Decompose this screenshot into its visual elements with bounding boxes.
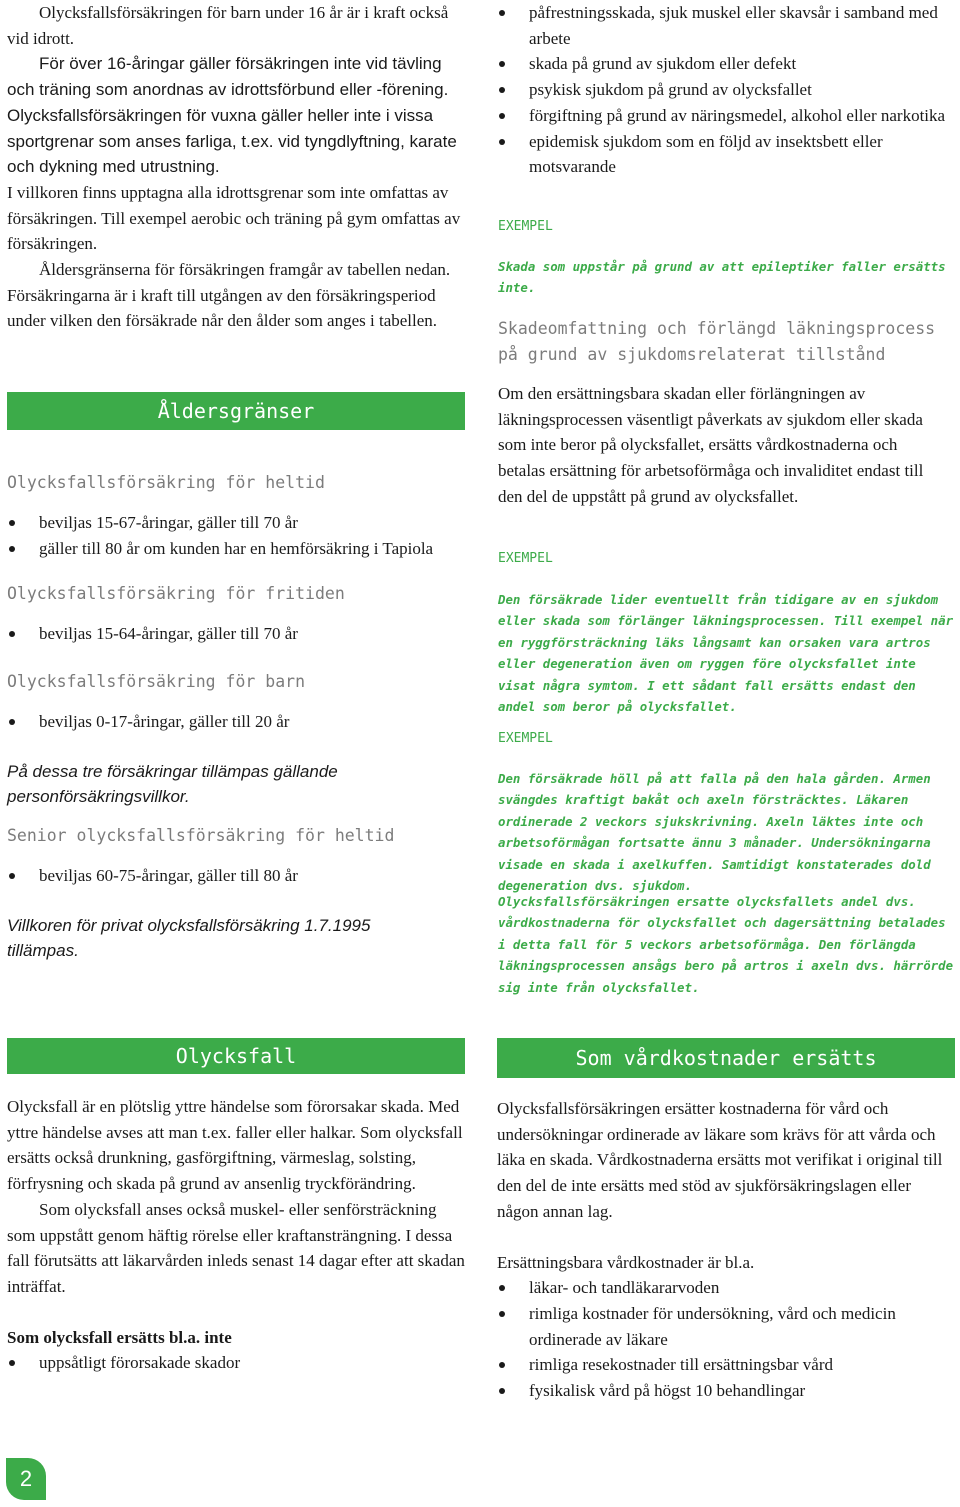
list-item: psykisk sjukdom på grund av olycksfallet	[497, 77, 955, 103]
barn-list	[7, 709, 465, 735]
list-item: gäller till 80 år om kunden har en hemförsäkring i Tapiola	[7, 536, 465, 562]
example-label-2: EXEMPEL	[498, 551, 553, 566]
bullet-icon	[499, 139, 505, 145]
bullet-icon	[9, 631, 15, 637]
barn-heading: Olycksfallsförsäkring för barn	[7, 672, 306, 692]
page-number-badge	[6, 1458, 46, 1500]
bullet-icon	[499, 10, 505, 16]
olycksfall-list	[7, 1350, 465, 1376]
bullet-icon	[9, 546, 15, 552]
note-personforsakring: På dessa tre försäkringar tillämpas gällande personförsäkringsvillkor.	[7, 761, 338, 806]
vardkostnader-list-intro: Ersättningsbara vårdkostnader är bl.a.	[497, 1252, 755, 1272]
list-item: förgiftning på grund av näringsmedel, alkohol eller narkotika	[497, 103, 955, 129]
olycksfall-list-heading: Som olycksfall ersätts bl.a. inte	[7, 1327, 232, 1347]
example-text-1: Skada som uppstår på grund av att epileptiker faller ersätts inte.	[498, 259, 946, 296]
vardkostnader-section	[497, 1096, 955, 1404]
aldersgranser-section	[7, 470, 465, 963]
exclusions-list	[497, 0, 955, 180]
aldersgranser-banner-title: Åldersgränser	[157, 399, 315, 423]
fritiden-heading: Olycksfallsförsäkring för fritiden	[7, 584, 345, 604]
example-text-3b: Olycksfallsförsäkringen ersatte olycksfallets andel dvs. vårdkostnaderna för olycksfallet och dagersättning betalades i detta fall för 5 veckors arbetsoförmåga. Den förlängda läkningsprocessen ansågs bero på artros i axeln dvs. härrörde sig inte från olycksfallet.	[498, 894, 954, 995]
olycksfall-banner-title: Olycksfall	[175, 1044, 297, 1068]
vardkostnader-paragraph: Olycksfallsförsäkringen ersätter kostnaderna för vård och undersökningar ordinerade av läkare som krävs för att vårda och läka en skada. Vårdkostnaderna ersätts mot verifikat i original till den del de inte ersätts med stöd av sjukförsäkringslagen eller någon annan lag.	[497, 1099, 943, 1221]
olycksfall-paragraph-2: Som olycksfall anses också muskel- eller senförsträckning som uppstått genom häftig rörelse eller kraftansträngning. I dessa fall förutsätts att läkarvården inleds senast 14 dagar efter att skadan inträffat.	[7, 1199, 465, 1296]
intro-paragraph-1: Olycksfallsförsäkringen för barn under 16 år är i kraft också vid idrott.	[7, 3, 449, 48]
left-column-intro	[7, 0, 465, 334]
list-item: uppsåtligt förorsakade skador	[7, 1350, 465, 1376]
intro-paragraph-3: I villkoren finns upptagna alla idrottsgrenar som inte omfattas av försäkringen. Till exempel aerobic och träning på gym omfattas av försäkringen.	[7, 182, 461, 254]
bullet-icon	[9, 873, 15, 879]
list-item: beviljas 15-64-åringar, gäller till 70 år	[7, 621, 465, 647]
bullet-icon	[499, 1388, 505, 1394]
list-item: beviljas 0-17-åringar, gäller till 20 år	[7, 709, 465, 735]
example-label-3: EXEMPEL	[498, 731, 553, 746]
heltid-heading: Olycksfallsförsäkring för heltid	[7, 473, 325, 492]
vardkostnader-banner	[497, 1038, 955, 1078]
bullet-icon	[499, 1285, 505, 1291]
list-item: epidemisk sjukdom som en följd av insektsbett eller motsvarande	[497, 129, 955, 180]
intro-paragraph-4: Åldersgränserna för försäkringen framgår av tabellen nedan. Försäkringarna är i kraft till utgången av den försäkringsperiod under vilken den försäkrade når den ålder som anges i tabellen.	[7, 260, 451, 331]
bullet-icon	[9, 719, 15, 725]
list-item: rimliga resekostnader till ersättningsbar vård	[497, 1352, 955, 1378]
list-item: påfrestningsskada, sjuk muskel eller skavsår i samband med arbete	[497, 0, 955, 51]
fritiden-list	[7, 621, 465, 647]
list-item: fysikalisk vård på högst 10 behandlingar	[497, 1378, 955, 1404]
olycksfall-section	[7, 1094, 465, 1376]
senior-list	[7, 863, 465, 889]
aldersgranser-banner	[7, 392, 465, 430]
list-item: skada på grund av sjukdom eller defekt	[497, 51, 955, 77]
list-item: rimliga kostnader för undersökning, vård och medicin ordinerade av läkare	[497, 1301, 955, 1352]
right-column-top	[497, 0, 955, 180]
example-text-3a: Den försäkrade höll på att falla på den hala gården. Armen svängdes kraftigt bakåt och axeln försträcktes. Läkaren ordinerade 2 veckors sjukskrivning. Axeln läktes inte och arbetsoförmågan fortsatte ännu 3 månader. Undersökningarna visade en skada i axelkuffen. Samtidigt konstaterades dold degeneration dvs. sjukdom.	[498, 771, 931, 894]
list-item: beviljas 15-67-åringar, gäller till 70 år	[7, 510, 465, 536]
bullet-icon	[499, 87, 505, 93]
senior-heading: Senior olycksfallsförsäkring för heltid	[7, 825, 395, 845]
note-villkoren: Villkoren för privat olycksfallsförsäkring 1.7.1995 tillämpas.	[7, 915, 371, 960]
vardkostnader-list	[497, 1275, 955, 1404]
list-item: läkar- och tandläkararvoden	[497, 1275, 955, 1301]
heltid-list	[7, 510, 465, 561]
olycksfall-paragraph-1: Olycksfall är en plötslig yttre händelse som förorsakar skada. Med yttre händelse avses att man t.ex. faller eller halkar. Som olycksfall ersätts också drunkning, gasförgiftning, värmeslag, solsting, förfrysning och skada på grund av ansenlig tryckförändring.	[7, 1097, 463, 1194]
bullet-icon	[499, 113, 505, 119]
intro-paragraph-2: För över 16-åringar gäller försäkringen inte vid tävling och träning som anordnas av idrottsförbund eller -förening. Olycksfallsförsäkringen för vuxna gäller heller inte i vissa sportgrenar som anses farliga, t.ex. vid tyngdlyftning, karate och dykning med utrustning.	[7, 54, 457, 177]
list-item: beviljas 60-75-åringar, gäller till 80 år	[7, 863, 465, 889]
bullet-icon	[499, 1311, 505, 1317]
skadeomfattning-heading: Skadeomfattning och förlängd läkningsprocess på grund av sjukdomsrelaterat tillstånd	[498, 319, 936, 364]
bullet-icon	[499, 61, 505, 67]
page-number: 2	[19, 1466, 33, 1491]
olycksfall-banner	[7, 1038, 465, 1074]
bullet-icon	[9, 520, 15, 526]
example-text-2: Den försäkrade lider eventuellt från tidigare av en sjukdom eller skada som förlänger läkningsprocessen. Till exempel när en ryggförsträckning läks långsamt kan orsaken vara artros eller degeneration även om ryggen före olycksfallet inte visat några symtom. I ett sådant fall ersätts endast den andel som beror på olycksfallet.	[498, 592, 954, 715]
skadeomfattning-body: Om den ersättningsbara skadan eller förlängningen av läkningsprocessen väsentligt påverkats av sjukdom eller skada som inte beror på olycksfallet, ersätts vårdkostnaderna och betalas ersättning för arbetsoförmåga och invaliditet endast till den del de uppstått på grund av olycksfallet.	[498, 384, 924, 506]
vardkostnader-banner-title: Som vårdkostnader ersätts	[575, 1046, 877, 1070]
bullet-icon	[9, 1360, 15, 1366]
example-label-1: EXEMPEL	[498, 219, 553, 234]
bullet-icon	[499, 1362, 505, 1368]
